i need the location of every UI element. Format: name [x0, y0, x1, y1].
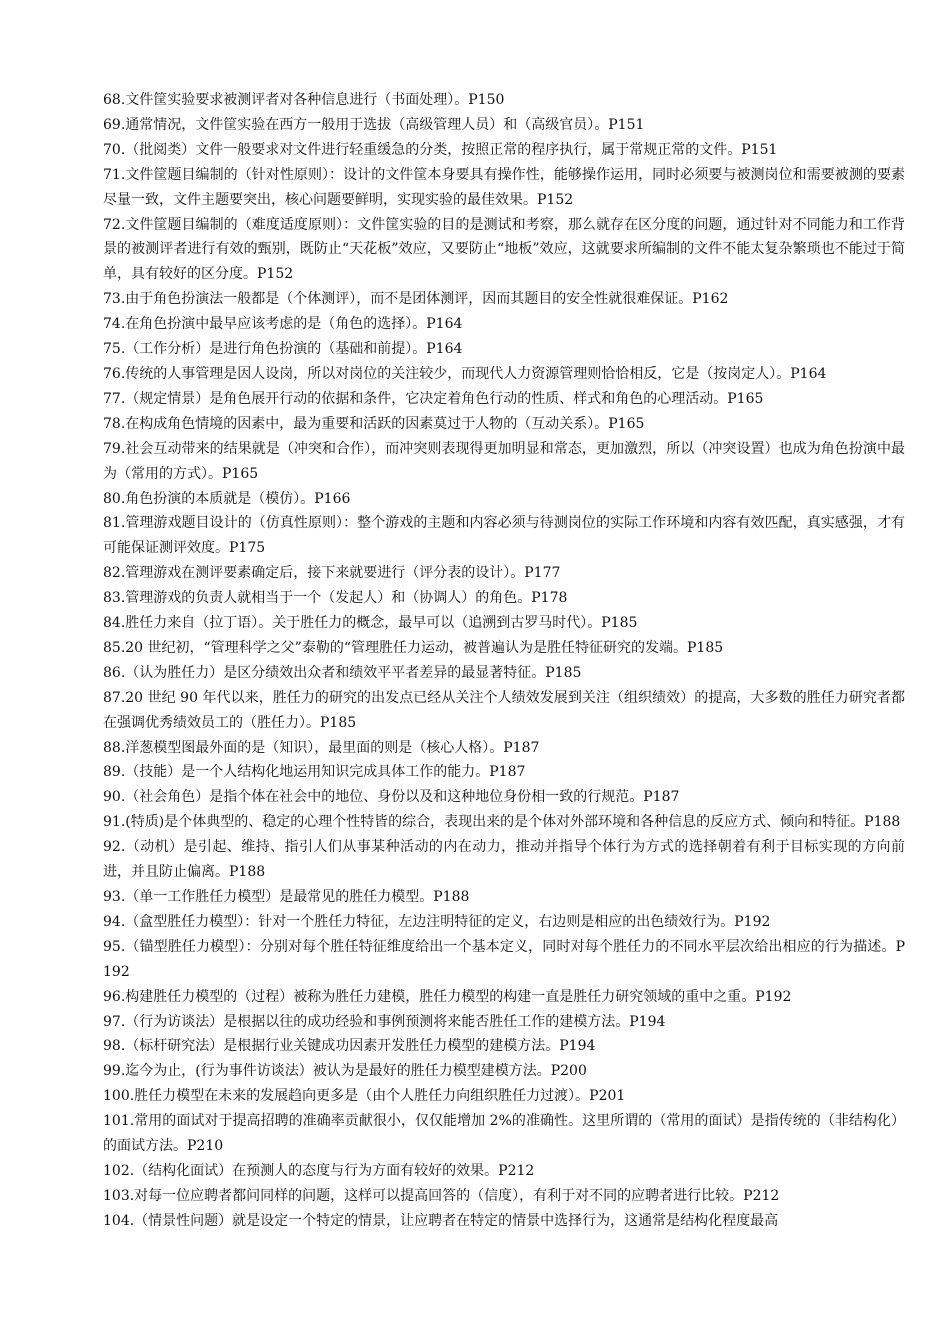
question-item-81: 81.管理游戏题目设计的（仿真性原则）：整个游戏的主题和内容必须与待测岗位的实际工作环境和内容有效匹配，真实感强，才有可能保证测评效度。P175 [103, 515, 905, 557]
question-item-97: 97.（行为访谈法）是根据以往的成功经验和事例预测将来能否胜任工作的建模方法。P194 [103, 1013, 666, 1030]
question-item-79: 79.社会互动带来的结果就是（冲突和合作），而冲突则表现得更加明显和常态，更加激烈，所以（冲突设置）也成为角色扮演中最为（常用的方式）。P165 [103, 440, 905, 482]
question-item-101: 101.常用的面试对于提高招聘的准确率贡献很小，仅仅能增加 2%的准确性。这里所谓的（常用的面试）是指传统的（非结构化）的面试方法。P210 [103, 1113, 905, 1155]
question-item-69: 69.通常情况，文件筐实验在西方一般用于选拔（高级管理人员）和（高级官员）。P151 [103, 116, 645, 133]
question-item-85: 85.20 世纪初，“管理科学之父”泰勒的“管理胜任力运动，被普遍认为是胜任特征研究的发端。P185 [103, 639, 724, 656]
question-item-73: 73.由于角色扮演法一般都是（个体测评），而不是团体测评，因而其题目的安全性就很难保证。P162 [103, 291, 729, 308]
question-item-80: 80.角色扮演的本质就是（模仿）。P166 [103, 490, 351, 507]
question-item-86: 86.（认为胜任力）是区分绩效出众者和绩效平平者差异的最显著特征。P185 [103, 664, 582, 681]
question-item-74: 74.在角色扮演中最早应该考虑的是（角色的选择）。P164 [103, 316, 463, 333]
document-page [103, 88, 905, 1234]
question-item-95: 95.（锚型胜任力模型）：分别对每个胜任特征维度给出一个基本定义，同时对每个胜任力的不同水平层次给出相应的行为描述。P192 [103, 938, 905, 980]
question-item-77: 77.（规定情景）是角色展开行动的依据和条件，它决定着角色行动的性质、样式和角色的心理活动。P165 [103, 390, 764, 407]
question-item-96: 96.构建胜任力模型的（过程）被称为胜任力建模，胜任力模型的构建一直是胜任力研究领域的重中之重。P192 [103, 988, 792, 1005]
question-item-103: 103.对每一位应聘者都问同样的问题，这样可以提高回答的（信度），有利于对不同的应聘者进行比较。P212 [103, 1187, 780, 1204]
question-item-104: 104.（情景性问题）就是设定一个特定的情景，让应聘者在特定的情景中选择行为，这通常是结构化程度最高 [103, 1212, 779, 1229]
question-item-83: 83.管理游戏的负责人就相当于一个（发起人）和（协调人）的角色。P178 [103, 590, 568, 607]
question-item-94: 94.（盒型胜任力模型）：针对一个胜任力特征，左边注明特征的定义，右边则是相应的出色绩效行为。P192 [103, 913, 771, 930]
question-item-90: 90.（社会角色）是指个体在社会中的地位、身份以及和这种地位身份相一致的行规范。P187 [103, 789, 680, 806]
question-item-91: 91.(特质)是个体典型的、稳定的心理个性特皆的综合，表现出来的是个体对外部环境和各种信息的反应方式、倾向和特征。P188 [103, 814, 901, 831]
question-item-92: 92.（动机）是引起、维持、指引人们从事某种活动的内在动力，推动并指导个体行为方式的选择朝着有利于目标实现的方向前进，并且防止偏离。P188 [103, 839, 905, 881]
question-item-93: 93.（单一工作胜任力模型）是最常见的胜任力模型。P188 [103, 889, 470, 905]
question-item-82: 82.管理游戏在测评要素确定后，接下来就要进行（评分表的设计）。P177 [103, 565, 561, 582]
question-item-89: 89.（技能）是一个人结构化地运用知识完成具体工作的能力。P187 [103, 764, 526, 781]
question-item-102: 102.（结构化面试）在预测人的态度与行为方面有较好的效果。P212 [103, 1162, 535, 1179]
question-item-71: 71.文件筐题目编制的（针对性原则）：设计的文件筐本身要具有操作性，能够操作运用，同时必须要与被测岗位和需要被测的要素尽量一致，文件主题要突出，核心问题要鲜明，实现实验的最佳效果。P152 [103, 166, 905, 208]
question-item-68: 68.文件筐实验要求被测评者对各种信息进行（书面处理）。P150 [103, 92, 505, 108]
question-item-99: 99.迄今为止，(行为事件访谈法）被认为是最好的胜任力模型建模方法。P200 [103, 1063, 587, 1080]
question-item-78: 78.在构成角色情境的因素中，最为重要和活跃的因素莫过于人物的（互动关系）。P165 [103, 415, 645, 432]
question-item-100: 100.胜任力模型在未来的发展趋向更多是（由个人胜任力向组织胜任力过渡）。P201 [103, 1088, 626, 1105]
question-item-98: 98.（标杆研究法）是根据行业关键成功因素开发胜任力模型的建模方法。P194 [103, 1038, 596, 1055]
question-item-72: 72.文件筐题目编制的（难度适度原则）：文件筐实验的目的是测试和考察，那么就存在区分度的问题，通过针对不同能力和工作背景的被测评者进行有效的甄别，既防止“天花板”效应，又要防止“地板”效应，这就要求所编制的文件不能太复杂繁琐也不能过于简单，具有较好的区分度。P152 [103, 216, 905, 283]
question-item-70: 70.（批阅类）文件一般要求对文件进行轻重缓急的分类，按照正常的程序执行，属于常规正常的文件。P151 [103, 141, 778, 158]
question-item-76: 76.传统的人事管理是因人设岗，所以对岗位的关注较少，而现代人力资源管理则恰恰相反，它是（按岗定人）。P164 [103, 365, 827, 382]
question-item-87: 87.20 世纪 90 年代以来，胜任力的研究的出发点已经从关注个人绩效发展到关注（组织绩效）的提高，大多数的胜任力研究者都在强调优秀绩效员工的（胜任力）。P185 [103, 689, 905, 731]
question-item-88: 88.洋葱模型图最外面的是（知识），最里面的则是（核心人格）。P187 [103, 739, 540, 756]
question-item-84: 84.胜任力来自（拉丁语）。关于胜任力的概念，最早可以（追溯到古罗马时代）。P185 [103, 615, 638, 632]
question-item-75: 75.（工作分析）是进行角色扮演的（基础和前提）。P164 [103, 341, 463, 358]
